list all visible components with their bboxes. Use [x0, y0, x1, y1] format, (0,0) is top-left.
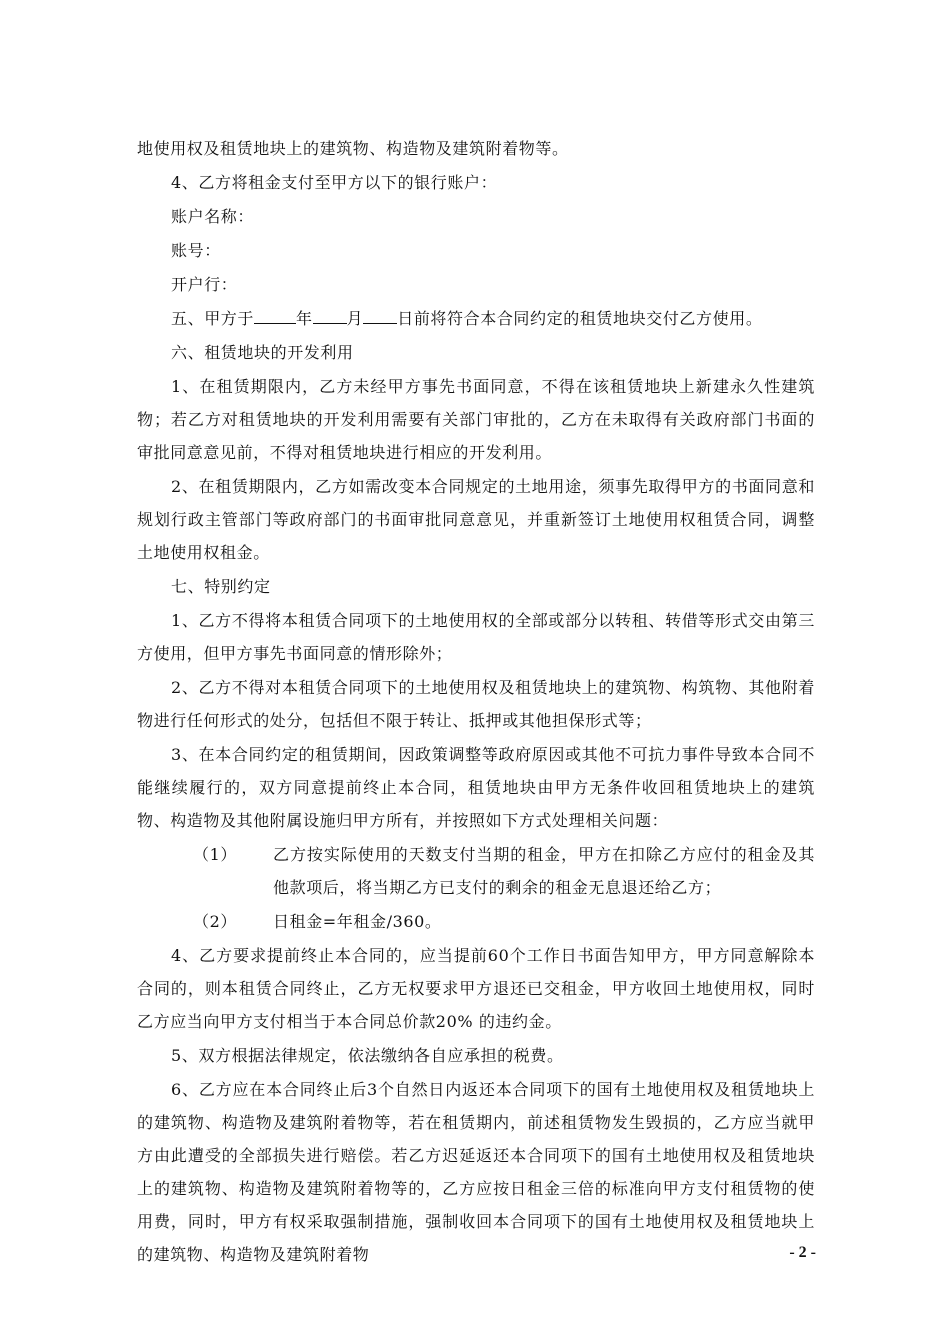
paragraph-bank-account: 4、乙方将租金支付至甲方以下的银行账户： [171, 173, 498, 192]
section-heading-special: 七、特别约定 [171, 577, 271, 596]
blank-day [363, 305, 397, 324]
document-body [137, 132, 815, 1272]
paragraph-special-4: 4、乙方要求提前终止本合同的，应当提前60个工作日书面告知甲方，甲方同意解除本合同的，则本租赁合同终止，乙方无权要求甲方退还已交租金，甲方收回土地使用权，同时乙方应当向甲方支付相当于本合同总价款20% 的违约金。 [137, 946, 815, 1031]
list-item-number: （1） [193, 845, 237, 864]
paragraph-special-6: 6、乙方应在本合同终止后3个自然日内返还本合同项下的国有土地使用权及租赁地块上的建筑物、构造物及建筑附着物等，若在租赁期内，前述租赁物发生毁损的，乙方应当就甲方由此遭受的全部损失进行赔偿。若乙方迟延返还本合同项下的国有土地使用权及租赁地块上的建筑物、构造物及建筑附着物等的，乙方应按日租金三倍的标准向甲方支付租赁物的使用费，同时，甲方有权采取强制措施，强制收回本合同项下的国有土地使用权及租赁地块上的建筑物、构造物及建筑附着物 [137, 1080, 815, 1264]
paragraph-delivery-date [137, 302, 815, 335]
list-item-text: 日租金=年租金/360。 [273, 912, 442, 931]
paragraph-development-2: 2、在租赁期限内，乙方如需改变本合同规定的土地用途，须事先取得甲方的书面同意和规划行政主管部门等政府部门的书面审批同意意见，并重新签订土地使用权租赁合同，调整土地使用权租金。 [137, 477, 815, 562]
paragraph-special-3: 3、在本合同约定的租赁期间，因政策调整等政府原因或其他不可抗力事件导致本合同不能继续履行的，双方同意提前终止本合同，租赁地块由甲方无条件收回租赁地块上的建筑物、构造物及其他附属设施归甲方所有，并按照如下方式处理相关问题： [137, 745, 815, 830]
blank-month [313, 305, 347, 324]
list-item-number: （2） [193, 912, 237, 931]
paragraph-special-1: 1、乙方不得将本租赁合同项下的土地使用权的全部或部分以转租、转借等形式交由第三方使用，但甲方事先书面同意的情形除外； [137, 611, 815, 663]
list-item-text: 乙方按实际使用的天数支付当期的租金，甲方在扣除乙方应付的租金及其他款项后，将当期乙方已支付的剩余的租金无息退还给乙方； [273, 845, 815, 897]
delivery-text-year: 年 [296, 309, 313, 328]
paragraph-continuation: 地使用权及租赁地块上的建筑物、构造物及建筑附着物等。 [137, 139, 569, 158]
delivery-text-end: 日前将符合本合同约定的租赁地块交付乙方使用。 [397, 309, 763, 328]
paragraph-special-5: 5、双方根据法律规定，依法缴纳各自应承担的税费。 [171, 1046, 564, 1065]
field-account-number: 账号： [171, 241, 221, 260]
page-number: - 2 - [789, 1244, 816, 1261]
paragraph-development-1: 1、在租赁期限内，乙方未经甲方事先书面同意，不得在该租赁地块上新建永久性建筑物；若乙方对租赁地块的开发利用需要有关部门审批的，乙方在未取得有关政府部门书面的审批同意意见前，不得对租赁地块进行相应的开发利用。 [137, 377, 815, 462]
list-item [137, 838, 815, 904]
paragraph-special-2: 2、乙方不得对本租赁合同项下的土地使用权及租赁地块上的建筑物、构筑物、其他附着物进行任何形式的处分，包括但不限于转让、抵押或其他担保形式等； [137, 678, 815, 730]
field-bank-branch: 开户行： [171, 275, 238, 294]
delivery-text-start: 五、甲方于 [171, 309, 255, 328]
blank-year [254, 305, 296, 324]
list-item [137, 905, 815, 938]
section-heading-development: 六、租赁地块的开发利用 [171, 343, 354, 362]
delivery-text-month: 月 [346, 309, 364, 328]
field-account-name: 账户名称： [171, 207, 255, 226]
